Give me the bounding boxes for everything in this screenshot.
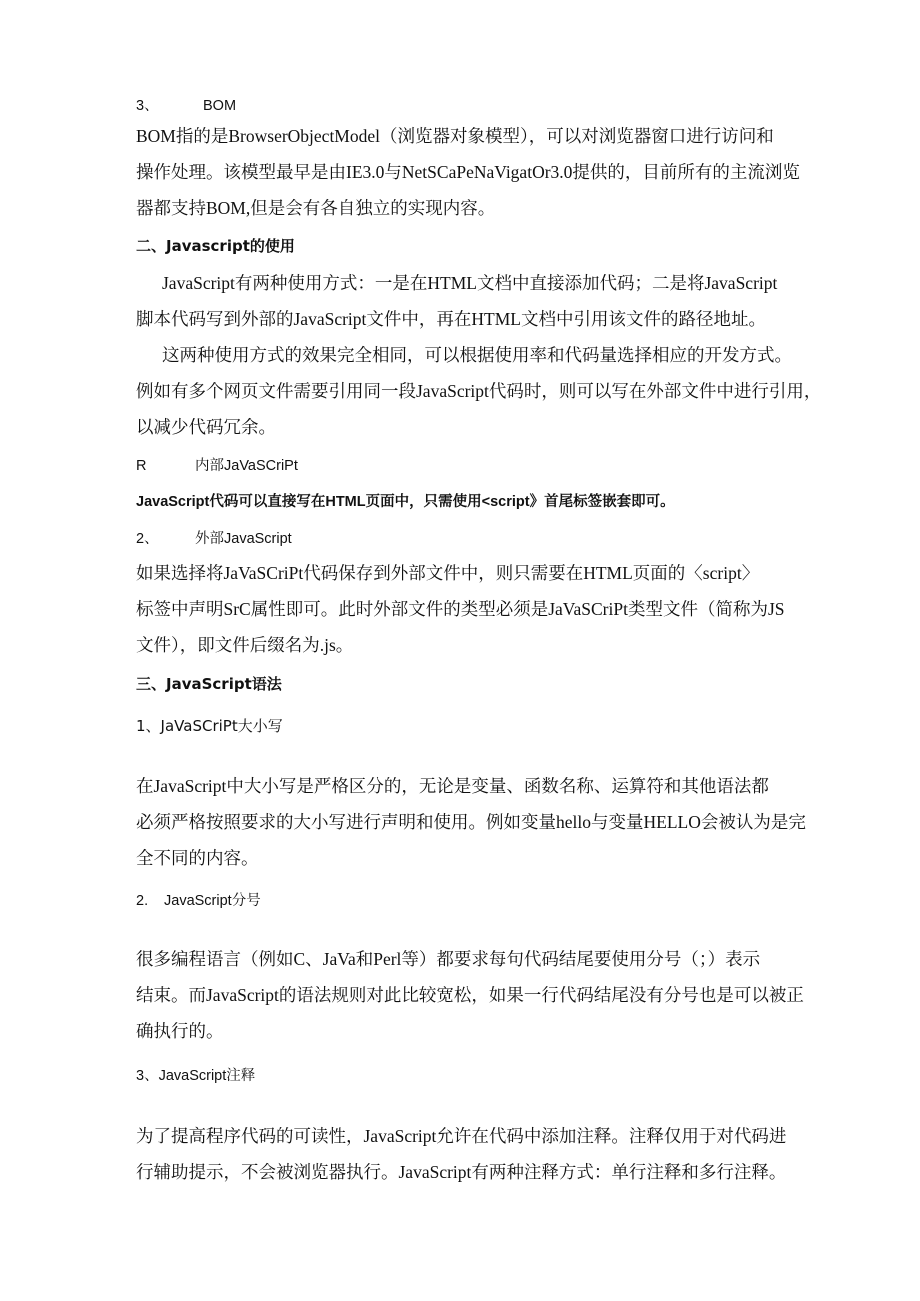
subheading-number: 2、 — [136, 531, 159, 547]
subheading-title: JavaScript分号 — [164, 893, 261, 909]
paragraph-line: 行辅助提示，不会被浏览器执行。JavaScript有两种注释方式：单行注释和多行注释。 — [136, 1162, 787, 1182]
subheading-semicolon — [0, 889, 920, 913]
subheading-internal — [0, 454, 920, 478]
case-paragraph — [136, 768, 836, 876]
paragraph-line: 确执行的。 — [136, 1021, 224, 1041]
bom-paragraph — [136, 118, 836, 226]
paragraph-line: 必须严格按照要求的大小写进行声明和使用。例如变量hello与变量HELLO会被认为是完 — [136, 812, 806, 832]
external-paragraph — [136, 555, 836, 663]
paragraph-line: 标签中声明SrC属性即可。此时外部文件的类型必须是JaVaSCriPt类型文件（简称为JS — [136, 599, 785, 619]
comments-paragraph — [136, 1118, 836, 1190]
subheading-title: 3、JavaScript注释 — [136, 1068, 256, 1084]
section-heading-syntax: 三、JavaScript语法 — [136, 675, 282, 693]
paragraph-line: JavaScript有两种使用方式：一是在HTML文档中直接添加代码；二是将JavaScript — [162, 273, 778, 293]
subheading-title: BOM — [203, 98, 237, 114]
paragraph-line: 以减少代码冗余。 — [136, 417, 276, 437]
paragraph-line: 全不同的内容。 — [136, 848, 259, 868]
subheading-comments — [0, 1064, 920, 1088]
section-heading-usage: 二、Javascript的使用 — [136, 237, 295, 255]
paragraph-line: 在JavaScript中大小写是严格区分的，无论是变量、函数名称、运算符和其他语法都 — [136, 776, 769, 796]
paragraph-line: 脚本代码写到外部的JavaScript文件中，再在HTML文档中引用该文件的路径地址。 — [136, 309, 766, 329]
paragraph-line: BOM指的是BrowserObjectModel（浏览器对象模型），可以对浏览器窗口进行访问和 — [136, 126, 774, 146]
subheading-number: R — [136, 458, 147, 474]
paragraph-line: 这两种使用方式的效果完全相同，可以根据使用率和代码量选择相应的开发方式。 — [162, 345, 792, 365]
paragraph-line: 很多编程语言（例如C、JaVa和Perl等）都要求每句代码结尾要使用分号（；）表示 — [136, 949, 761, 969]
subheading-number: 2. — [136, 893, 149, 909]
paragraph-line: 器都支持BOM,但是会有各自独立的实现内容。 — [136, 198, 496, 218]
paragraph-line: 文件），即文件后缀名为.js。 — [136, 635, 354, 655]
subheading-external — [0, 527, 920, 551]
paragraph-line: 结束。而JavaScript的语法规则对此比较宽松，如果一行代码结尾没有分号也是可以被正 — [136, 985, 804, 1005]
paragraph-line: 例如有多个网页文件需要引用同一段JavaScript代码时，则可以写在外部文件中进行引用， — [136, 381, 822, 401]
paragraph-line: 如果选择将JaVaSCriPt代码保存到外部文件中，则只需要在HTML页面的〈script〉 — [136, 563, 760, 583]
internal-description — [0, 490, 920, 514]
usage-paragraph-1 — [136, 265, 836, 337]
subheading-case — [136, 714, 283, 738]
description-text: JavaScript代码可以直接写在HTML页面中，只需使用<script》首尾标签嵌套即可。 — [136, 494, 675, 510]
subheading-title: 外部JavaScript — [195, 531, 292, 547]
paragraph-line: 操作处理。该模型最早是由IE3.0与NetSCaPeNaVigatOr3.0提供的，目前所有的主流浏览 — [136, 162, 800, 182]
subheading-number: 3、 — [136, 98, 159, 114]
subheading-title: 内部JaVaSCriPt — [195, 458, 298, 474]
semicolon-paragraph — [136, 941, 836, 1049]
usage-paragraph-2 — [136, 337, 846, 445]
paragraph-line: 为了提高程序代码的可读性，JavaScript允许在代码中添加注释。注释仅用于对代码进 — [136, 1126, 787, 1146]
subheading-title: 1、JaVaSCriPt大小写 — [136, 717, 283, 735]
subheading-bom — [0, 94, 920, 118]
